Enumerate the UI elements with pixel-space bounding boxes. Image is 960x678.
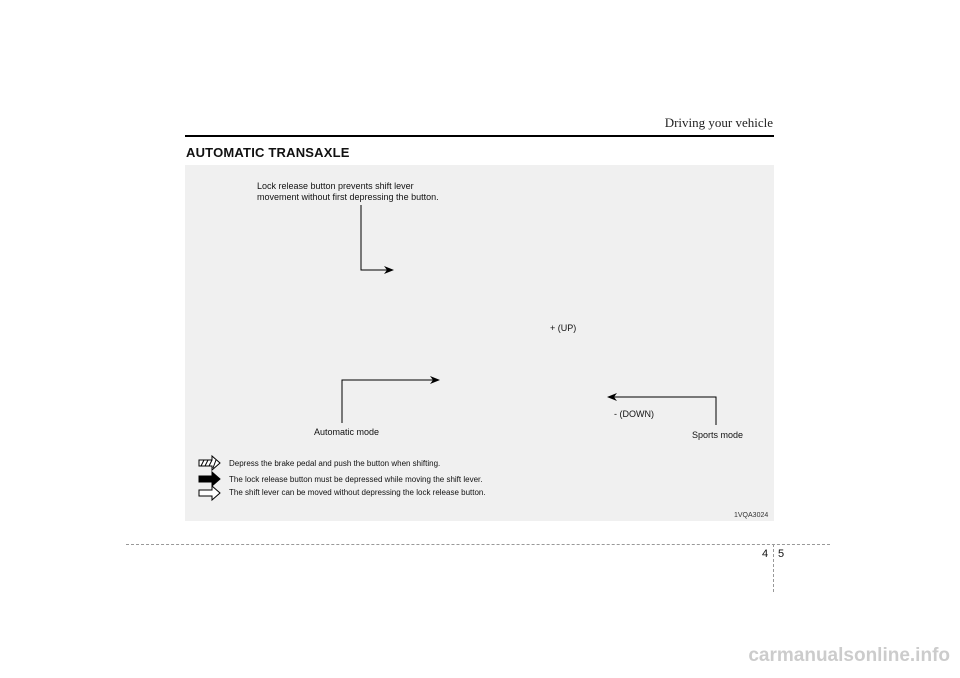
page-number-divider — [773, 544, 774, 592]
lock-release-callout-line1: Lock release button prevents shift lever — [257, 181, 414, 191]
page-chapter-number: 4 — [762, 548, 769, 560]
page-number: 5 — [778, 548, 785, 560]
lock-release-callout-line2: movement without first depressing the button. — [257, 192, 439, 202]
watermark-text: carmanualsonline.info — [748, 645, 950, 666]
sports-mode-callout: Sports mode — [692, 430, 744, 440]
legend-item-hatched: Depress the brake pedal and push the button when shifting. — [229, 459, 441, 468]
down-callout: - (DOWN) — [614, 409, 654, 419]
section-title: AUTOMATIC TRANSAXLE — [186, 145, 350, 160]
hatched-arrow-icon — [199, 456, 220, 470]
automatic-mode-leader — [342, 376, 440, 423]
lock-release-leader — [361, 205, 394, 274]
legend-item-outline: The shift lever can be moved without depressing the lock release button. — [229, 488, 486, 497]
lock-release-callout — [257, 181, 439, 203]
solid-arrow-icon — [199, 472, 220, 486]
outline-arrow-icon — [199, 486, 220, 500]
automatic-mode-callout: Automatic mode — [314, 427, 380, 437]
up-callout: + (UP) — [550, 323, 577, 333]
header-section-title: Driving your vehicle — [664, 115, 773, 130]
footer-dashed-rule — [126, 544, 830, 545]
figure-code: 1VQA3024 — [734, 512, 769, 519]
legend-item-solid: The lock release button must be depressed while moving the shift lever. — [229, 475, 483, 484]
